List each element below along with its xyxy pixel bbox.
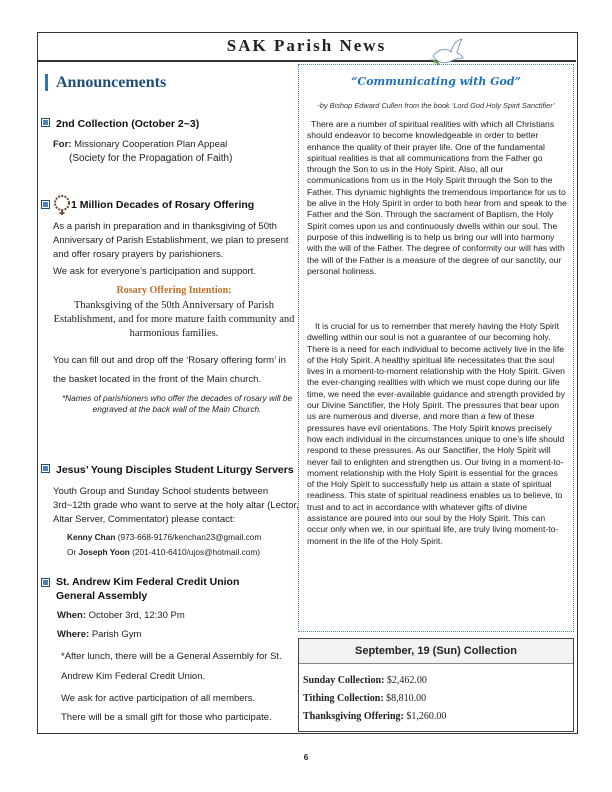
contact1-info: (973-668-9176/kenchan23@gmail.com <box>117 532 262 542</box>
article-title: “Communicating with God” <box>351 75 521 88</box>
contact2-prefix: Or <box>67 547 77 557</box>
collection-heading: September, 19 (Sun) Collection <box>299 639 573 664</box>
where-label: Where: <box>57 629 90 640</box>
rosary-icon <box>51 194 73 216</box>
article-paragraph-1: There are a number of spiritual realities with which all Christians should endeavor to become knowledgeable in order to better enhance the quality of their prayer life. One of the fundamental spiritual realities is that all communications from the Father go through the Son to us in the Holy Spirit. Also, all our communications from us in the Holy Spirit through the Son to the Father. This dynamic highlights the tremendous importance for us to be alive in the Holy Spirit in order to both hear from and speak to the Father and the Son. Through the sacrament of Baptism, the Holy Spirit comes upon us and continuously dwells within our soul. The purpose of this indwelling is to help us bring our will into harmony with the will of the Father. The degree of conformity our will has with the will of the Father is a measure of the degree of our sanctity, our personal holiness. <box>307 119 567 276</box>
rosary-paragraph: As a parish in preparation and in thanksgiving of 50th Anniversary of Parish Establishment, we plan to present and offer rosary prayers by parishioners. <box>53 221 289 260</box>
second-collection-title: 2nd Collection (October 2~3) <box>56 118 200 130</box>
credit-union-ask: We ask for active participation of all members. <box>61 693 256 704</box>
tithing-collection-row <box>303 693 426 704</box>
servers-title: Jesus’ Young Disciples Student Liturgy Servers <box>56 464 294 476</box>
collection-box <box>298 638 574 732</box>
rosary-item <box>41 194 295 415</box>
servers-body: Youth Group and Sunday School students between 3rd~12th grade who want to serve at the holy altar (Lector, Altar Server, Commentator) please contact: <box>53 486 299 525</box>
for-label: For: <box>53 139 72 150</box>
when-value: October 3rd, 12:30 Pm <box>88 610 185 621</box>
when-label: When: <box>57 610 87 621</box>
rosary-ask: We ask for everyone’s participation and support. <box>53 266 256 277</box>
thanksgiving-offering-row <box>303 711 446 722</box>
intention-label: Rosary Offering Intention: <box>116 285 232 296</box>
contact-kenny <box>67 532 295 542</box>
for-value: Missionary Cooperation Plan Appeal <box>74 139 228 150</box>
intention-text: Thanksgiving of the 50th Anniversary of Parish Establishment, and for more mature faith community and harmonious families. <box>53 300 295 339</box>
sunday-value: $2,462.00 <box>386 675 427 686</box>
credit-union-item <box>41 575 295 725</box>
credit-union-after: *After lunch, there will be a General Assembly for St. Andrew Kim Federal Credit Union. <box>61 651 282 682</box>
credit-union-gift: There will be a small gift for those who participate. <box>61 712 272 723</box>
sunday-collection-row <box>303 675 427 686</box>
where-value: Parish Gym <box>91 629 142 640</box>
article-byline: -by Bishop Edward Cullen from the book ‘Lord God Holy Spirit Sanctifier’ <box>317 101 555 110</box>
contact1-name: Kenny Chan <box>67 532 116 542</box>
sunday-label: Sunday Collection: <box>303 675 385 686</box>
society-text: (Society for the Propagation of Faith) <box>69 153 233 164</box>
newsletter-title: SAK Parish News <box>226 36 387 55</box>
page-number: 6 <box>303 753 309 762</box>
servers-item <box>41 460 299 557</box>
square-bullet-icon <box>41 578 50 587</box>
contact2-info: (201-410-6410/ujos@hotmail.com) <box>132 547 261 557</box>
contact2-name: Joseph Yoon <box>78 547 130 557</box>
rosary-title: 1 Million Decades of Rosary Offering <box>71 199 255 211</box>
square-bullet-icon <box>41 200 50 209</box>
second-collection-item <box>41 114 295 164</box>
announcements-heading: Announcements <box>45 74 166 91</box>
masthead <box>37 32 576 62</box>
credit-union-title: St. Andrew Kim Federal Credit Union General Assembly <box>56 576 240 602</box>
article-paragraph-2: It is crucial for us to remember that merely having the Holy Spirit dwelling within our soul is not a guarantee of our becoming holy. There is a need for each individual to become actively live in the life of the Holy Spirit. A healthy spiritual life necessitates that the soul lives in a moment-to-moment relationship with the Holy Spirit. Given the ever-changing realities with which we must cope during our life time, we need the ever-available guidance and strength provided by our Divine Sanctifier, the Holy Spirit. The pressures that bear upon us are numerous and diverse, and more than a few of these pressures have evil orientations. The Holy Spirit knows precisely how each individual in the circumstances unique to one’s life should respond to these pressures. As our Sanctifier, the Holy Spirit will never fail to enlighten and strengthen us. Our living in a moment-to-moment relationship with the Holy Spirit is essential for the graces of the Holy Spirit to successfully help us attain a state of spiritual readiness. This state of spiritual readiness enables us to believe, to trust and to act in accordance with whatever gifts of divine assistance are poured into our soul by the Holy Spirit. This can occur only when we, in our spiritual life, are truly living moment-to-moment in the life of the Holy Spirit. <box>307 321 565 546</box>
contact-joseph <box>67 547 295 557</box>
rosary-dropoff: You can fill out and drop off the ‘Rosary offering form’ in the basket located in the front of the Main church. <box>53 355 286 385</box>
rosary-note: *Names of parishioners who offer the decades of rosary will be engraved at the back wall of the Main Church. <box>61 393 293 414</box>
thanksgiving-value: $1,260.00 <box>406 711 447 722</box>
square-bullet-icon <box>41 118 50 127</box>
tithing-label: Tithing Collection: <box>303 693 384 704</box>
thanksgiving-label: Thanksgiving Offering: <box>303 711 404 722</box>
square-bullet-icon <box>41 464 50 473</box>
article-box <box>298 64 574 632</box>
tithing-value: $8,810.00 <box>386 693 427 704</box>
